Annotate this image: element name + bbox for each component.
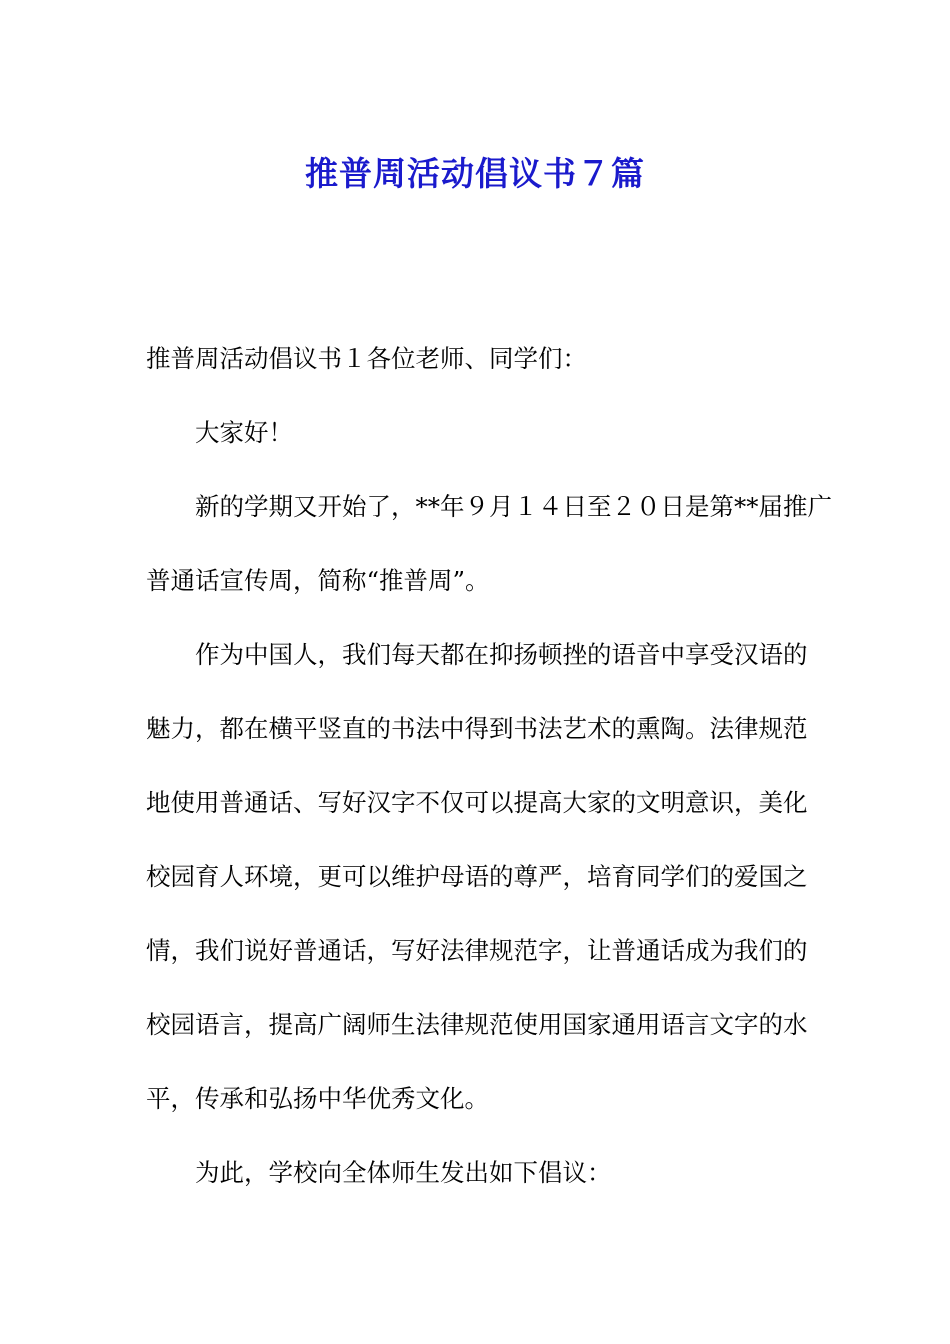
text-line: 校园育人环境，更可以维护母语的尊严，培育同学们的爱国之 — [146, 862, 808, 891]
document-title: 推普周活动倡议书７篇 — [305, 154, 645, 194]
text-line: 平，传承和弘扬中华优秀文化。 — [146, 1084, 489, 1113]
document-body — [146, 322, 832, 1210]
text-line: 新的学期又开始了，**年９月１４日至２０日是第**届推广 — [195, 492, 832, 521]
text-line: 魅力，都在横平竖直的书法中得到书法艺术的熏陶。法律规范 — [146, 714, 808, 743]
text-line: 作为中国人，我们每天都在抑扬顿挫的语音中享受汉语的 — [195, 640, 808, 669]
paragraph-body — [146, 618, 808, 1136]
paragraph-salutation — [146, 322, 808, 396]
paragraph-proposal-intro — [146, 1136, 808, 1210]
text-line: 推普周活动倡议书１各位老师、同学们： — [146, 344, 587, 373]
text-line: 为此，学校向全体师生发出如下倡议： — [195, 1158, 612, 1187]
paragraph-greeting — [146, 396, 808, 470]
text-line: 普通话宣传周，简称“推普周”。 — [146, 566, 490, 595]
text-line: 校园语言，提高广阔师生法律规范使用国家通用语言文字的水 — [146, 1010, 808, 1039]
text-line: 大家好！ — [195, 418, 293, 447]
paragraph-intro — [146, 470, 832, 618]
text-line: 地使用普通话、写好汉字不仅可以提高大家的文明意识，美化 — [146, 788, 808, 817]
text-line: 情，我们说好普通话，写好法律规范字，让普通话成为我们的 — [146, 936, 808, 965]
